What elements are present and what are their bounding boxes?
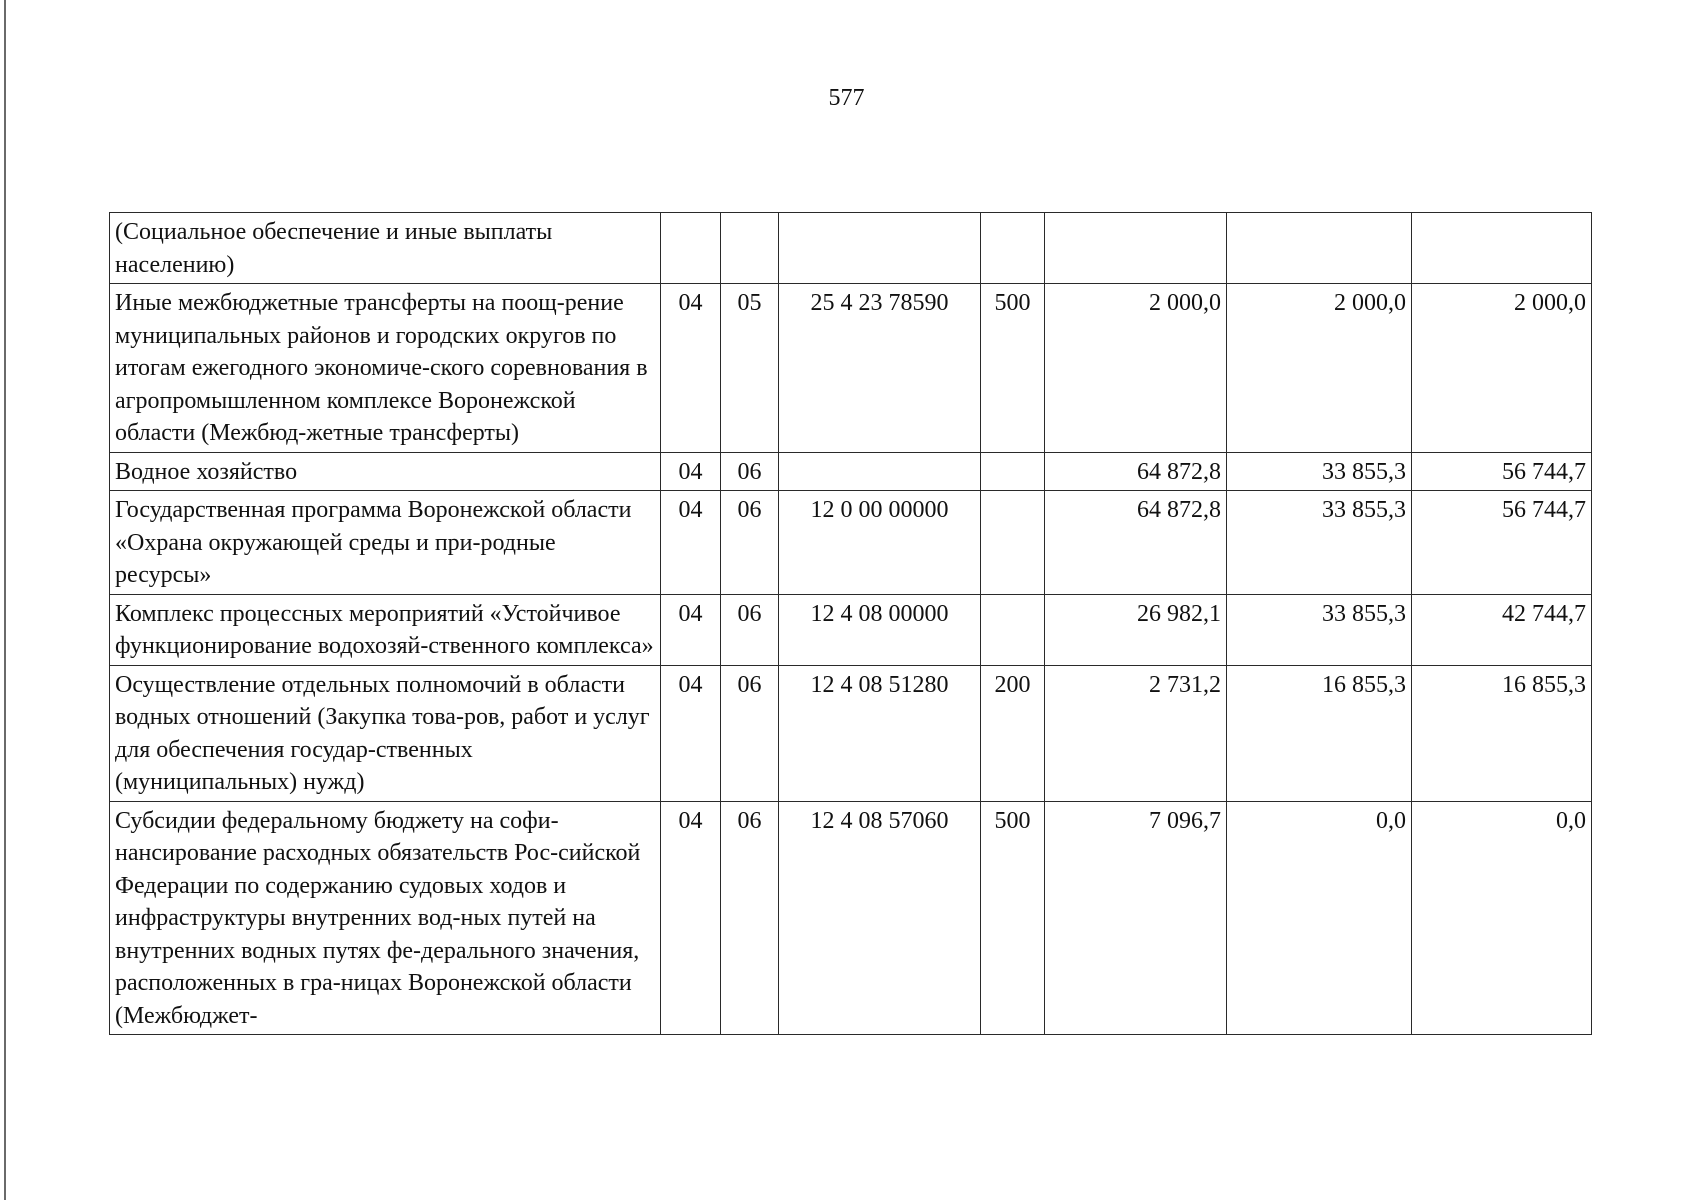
cell-subsection: 06 xyxy=(721,594,779,665)
cell-target-article: 12 4 08 51280 xyxy=(779,665,981,801)
cell-sum-year-3: 0,0 xyxy=(1412,801,1592,1035)
cell-target-article: 25 4 23 78590 xyxy=(779,284,981,453)
cell-section: 04 xyxy=(661,594,721,665)
cell-target-article xyxy=(779,213,981,284)
cell-subsection: 06 xyxy=(721,665,779,801)
cell-name: Водное хозяйство xyxy=(110,452,661,491)
cell-name: Иные межбюджетные трансферты на поощ-рение муниципальных районов и городских округов по итогам ежегодного экономиче-ского соревнования в агропромышленном комплексе Воронежской области (Межбюд-жетные трансферты) xyxy=(110,284,661,453)
cell-sum-year-3: 2 000,0 xyxy=(1412,284,1592,453)
cell-sum-year-1: 2 000,0 xyxy=(1045,284,1227,453)
table-row xyxy=(110,491,1592,595)
cell-subsection: 06 xyxy=(721,491,779,595)
cell-expense-type: 500 xyxy=(981,284,1045,453)
cell-target-article: 12 4 08 00000 xyxy=(779,594,981,665)
budget-table xyxy=(109,212,1592,1035)
cell-section: 04 xyxy=(661,284,721,453)
cell-expense-type: 200 xyxy=(981,665,1045,801)
cell-sum-year-2: 2 000,0 xyxy=(1227,284,1412,453)
cell-section: 04 xyxy=(661,801,721,1035)
cell-expense-type: 500 xyxy=(981,801,1045,1035)
cell-section: 04 xyxy=(661,665,721,801)
cell-name: Комплекс процессных мероприятий «Устойчивое функционирование водохозяй-ственного комплекса» xyxy=(110,594,661,665)
cell-expense-type xyxy=(981,452,1045,491)
cell-sum-year-2: 16 855,3 xyxy=(1227,665,1412,801)
cell-sum-year-1: 26 982,1 xyxy=(1045,594,1227,665)
cell-sum-year-2: 33 855,3 xyxy=(1227,452,1412,491)
table-row xyxy=(110,452,1592,491)
table-row xyxy=(110,665,1592,801)
table-row xyxy=(110,213,1592,284)
cell-subsection: 05 xyxy=(721,284,779,453)
cell-subsection: 06 xyxy=(721,801,779,1035)
cell-subsection: 06 xyxy=(721,452,779,491)
table-row xyxy=(110,284,1592,453)
cell-sum-year-3 xyxy=(1412,213,1592,284)
cell-sum-year-3: 56 744,7 xyxy=(1412,452,1592,491)
cell-section: 04 xyxy=(661,452,721,491)
cell-section xyxy=(661,213,721,284)
cell-sum-year-1: 2 731,2 xyxy=(1045,665,1227,801)
cell-section: 04 xyxy=(661,491,721,595)
scan-left-edge xyxy=(4,0,6,1200)
table-row xyxy=(110,594,1592,665)
cell-expense-type xyxy=(981,213,1045,284)
table-row xyxy=(110,801,1592,1035)
cell-sum-year-1: 64 872,8 xyxy=(1045,452,1227,491)
cell-name: Осуществление отдельных полномочий в области водных отношений (Закупка това-ров, работ и услуг для обеспечения государ-ственных (муниципальных) нужд) xyxy=(110,665,661,801)
cell-target-article: 12 0 00 00000 xyxy=(779,491,981,595)
cell-expense-type xyxy=(981,594,1045,665)
cell-sum-year-3: 56 744,7 xyxy=(1412,491,1592,595)
cell-subsection xyxy=(721,213,779,284)
cell-target-article xyxy=(779,452,981,491)
cell-name: (Социальное обеспечение и иные выплаты населению) xyxy=(110,213,661,284)
cell-sum-year-1: 64 872,8 xyxy=(1045,491,1227,595)
cell-name: Государственная программа Воронежской области «Охрана окружающей среды и при-родные ресурсы» xyxy=(110,491,661,595)
cell-name: Субсидии федеральному бюджету на софи-нансирование расходных обязательств Рос-сийской Федерации по содержанию судовых ходов и инфраструктуры внутренних вод-ных путей на внутренних водных путях фе-дерального значения, расположенных в гра-ницах Воронежской области (Межбюджет- xyxy=(110,801,661,1035)
cell-sum-year-2: 33 855,3 xyxy=(1227,594,1412,665)
page-number: 577 xyxy=(828,85,865,111)
cell-expense-type xyxy=(981,491,1045,595)
cell-sum-year-3: 42 744,7 xyxy=(1412,594,1592,665)
cell-sum-year-3: 16 855,3 xyxy=(1412,665,1592,801)
cell-sum-year-2: 0,0 xyxy=(1227,801,1412,1035)
cell-sum-year-1: 7 096,7 xyxy=(1045,801,1227,1035)
cell-sum-year-1 xyxy=(1045,213,1227,284)
cell-sum-year-2 xyxy=(1227,213,1412,284)
cell-sum-year-2: 33 855,3 xyxy=(1227,491,1412,595)
cell-target-article: 12 4 08 57060 xyxy=(779,801,981,1035)
